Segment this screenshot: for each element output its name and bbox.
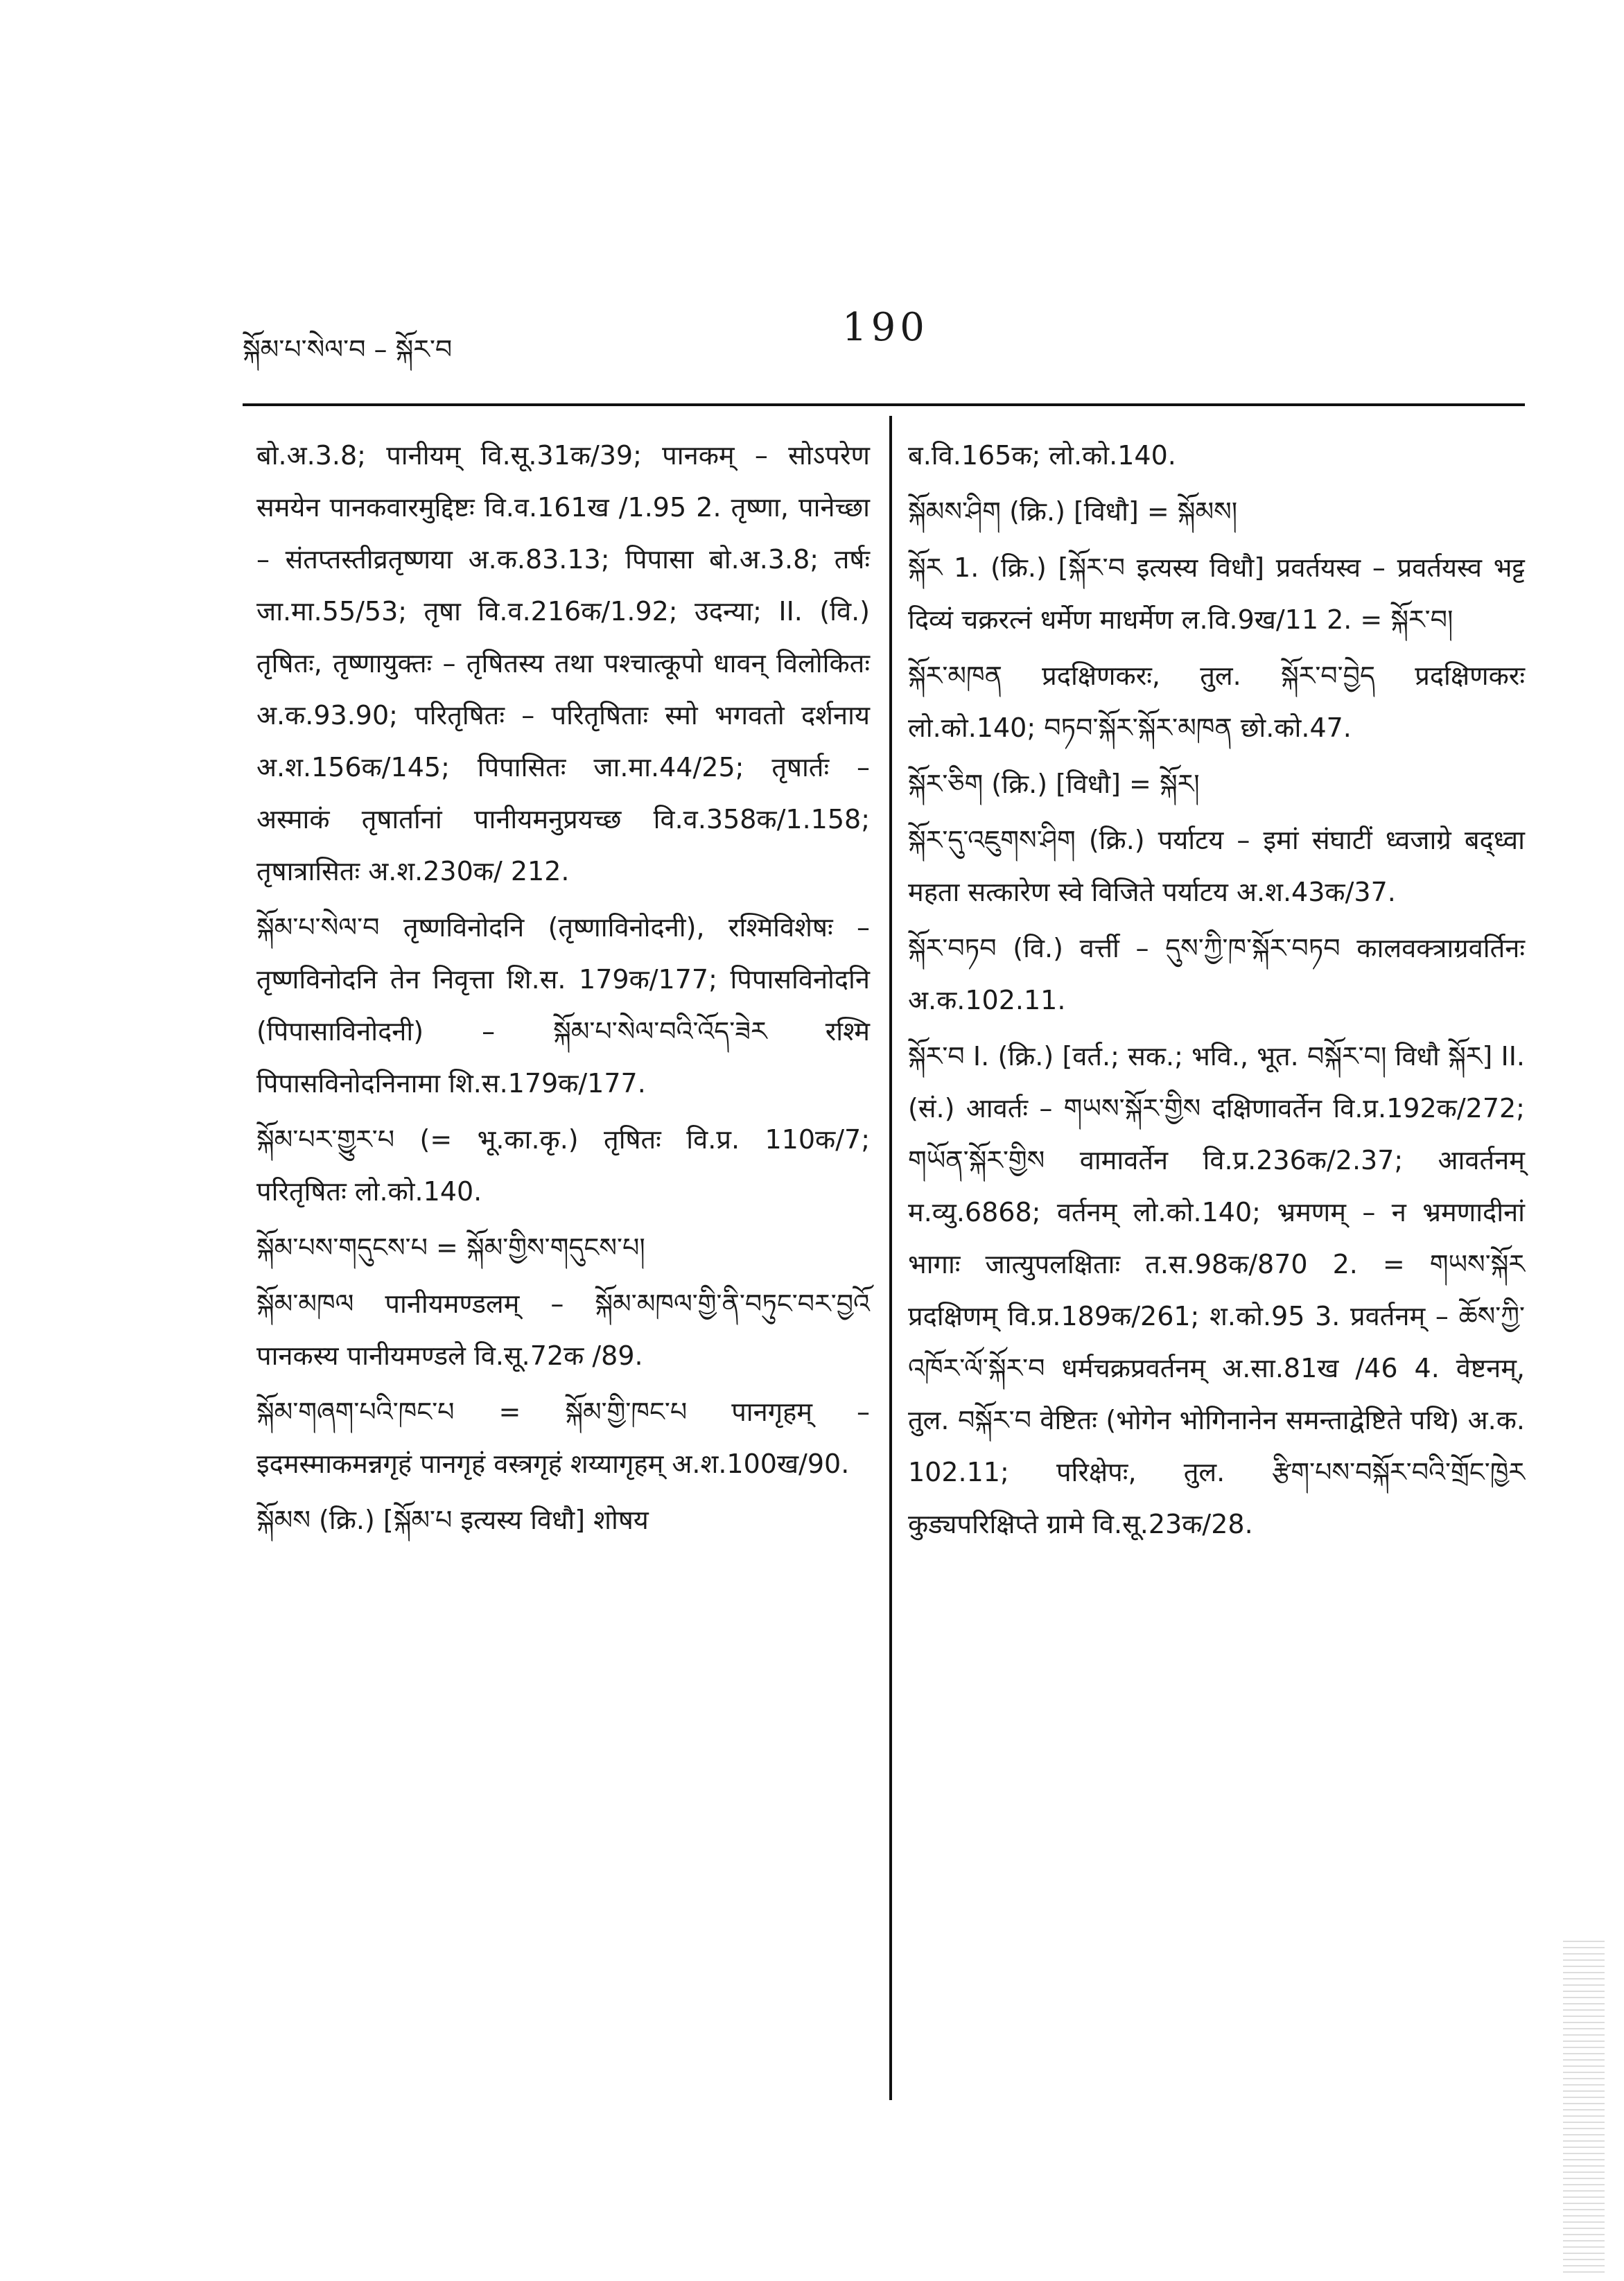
dictionary-entry: སྐོམ་མཁལ पानीयमण्डलम् – སྐོམ་མཁལ་གྱི་ནི་བཏུང་བར་བྱའོ पानकस्य पानीयमण्डले वि.सू.72क /89. xyxy=(256,1288,870,1371)
scan-margin-noise xyxy=(1563,1941,1605,2273)
dictionary-entry: སྐོར་མཁན प्रदक्षिणकरः, तुल. སྐོར་བ་བྱེད प्रदक्षिणकरः लो.को.140; བཏབ་སྐོར་སྐོར་མཁན छो.को.47. xyxy=(908,661,1525,743)
dictionary-entry: སྐོམ་གཞག་པའི་ཁང་པ = སྐོམ་གྱི་ཁང་པ पानगृहम् – इदमस्माकमन्नगृहं पानगृहं वस्त्रगृहं शय्यागृहम् अ.श.100ख/90. xyxy=(256,1397,870,1479)
dictionary-entry: बो.अ.3.8; पानीयम् वि.सू.31क/39; पानकम् – सोऽपरेण समयेन पानकवारमुद्दिष्टः वि.व.161ख /1.95 2. तृष्णा, पानेच्छा – संतप्तस्तीव्रतृष्णया अ.क.83.13; पिपासा बो.अ.3.8; तर्षः जा.मा.55/53; तृषा वि.व.216क/1.92; उदन्या; II. (वि.) तृषितः, तृष्णायुक्तः – तृषितस्य तथा पश्चात्कूपो धावन् विलोकितः अ.क.93.90; परितृषितः – परितृषिताः स्मो भगवतो दर्शनाय अ.श.156क/145; पिपासितः जा.मा.44/25; तृषार्तः – अस्माकं तृषार्तानां पानीयमनुप्रयच्छ वि.व.358क/1.158; तृषात्रासितः अ.श.230क/ 212. xyxy=(256,440,870,886)
dictionary-entry: སྐོམས (क्रि.) [སྐོམ་པ इत्यस्य विधौ] शोषय xyxy=(256,1505,649,1535)
dictionary-entry: སྐོར་བཏབ (वि.) वर्त्ती – དུས་ཀྱི་ཁ་སྐོར་བཏབ कालवक्त्राग्रवर्तिनः अ.क.102.11. xyxy=(908,933,1525,1015)
page-number: 190 xyxy=(842,305,929,350)
dictionary-entry: སྐོར་དུ་འཇུགས་ཤིག (क्रि.) पर्याटय – इमां संघाटीं ध्वजाग्रे बद्ध्वा महता सत्कारेण स्वे विजिते पर्याटय अ.श.43क/37. xyxy=(908,825,1525,907)
column-divider xyxy=(889,416,892,2100)
dictionary-entry: སྐོམས་ཤིག (क्रि.) [विधौ] = སྐོམས། xyxy=(908,496,1238,527)
dictionary-entry: སྐོར 1. (क्रि.) [སྐོར་བ इत्यस्य विधौ] प्रवर्तयस्व – प्रवर्तयस्व भट्ट दिव्यं चक्ररत्नं धर्मेण माधर्मेण ल.वि.9ख/11 2. = སྐོར་བ། xyxy=(908,552,1525,635)
dictionary-entry: སྐོམ་པར་གྱུར་པ (= भू.का.कृ.) तृषितः वि.प्र. 110क/7; परितृषितः लो.को.140. xyxy=(256,1124,870,1207)
header-rule xyxy=(243,403,1525,406)
running-header: སྐོམ་པ་སེལ་བ – སྐོར་བ xyxy=(243,334,453,365)
dictionary-entry: ब.वि.165क; लो.को.140. xyxy=(908,440,1176,471)
dictionary-entry: སྐོམ་པས་གདུངས་པ = སྐོམ་གྱིས་གདུངས་པ། xyxy=(256,1232,645,1263)
left-column xyxy=(256,430,870,1550)
dictionary-entry: སྐོམ་པ་སེལ་བ तृष्णविनोदनि (तृष्णाविनोदनी), रश्मिविशेषः – तृष्णविनोदनि तेन निवृत्ता शि.स. 179क/177; पिपासविनोदनि (पिपासाविनोदनी) – སྐོམ་པ་སེལ་བའི་འོད་ཟེར रश्मि पिपासविनोदनिनामा शि.स.179क/177. xyxy=(256,912,870,1099)
right-column xyxy=(908,430,1525,1555)
dictionary-entry: སྐོར་བ I. (क्रि.) [वर्त.; सक.; भवि., भूत. བསྐོར་བ། विधौ སྐོར] II. (सं.) आवर्तः – གཡས་སྐོར་གྱིས दक्षिणावर्तेन वि.प्र.192क/272; གཡོན་སྐོར་གྱིས वामावर्तेन वि.प्र.236क/2.37; आवर्तनम् म.व्यु.6868; वर्तनम् लो.को.140; भ्रमणम् – न भ्रमणादीनां भागाः जात्युपलक्षिताः त.स.98क/870 2. = གཡས་སྐོར प्रदक्षिणम् वि.प्र.189क/261; श.को.95 3. प्रवर्तनम् – ཆོས་ཀྱི་འཁོར་ལོ་སྐོར་བ धर्मचक्रप्रवर्तनम् अ.सा.81ख /46 4. वेष्टनम्, तुल. བསྐོར་བ वेष्टितः (भोगेन भोगिनानेन समन्ताद्वेष्टिते पथि) अ.क. 102.11; परिक्षेपः, तुल. རྩིག་པས་བསྐོར་བའི་གྲོང་ཁྱེར कुड्यपरिक्षिप्ते ग्रामे वि.सू.23क/28. xyxy=(908,1041,1525,1539)
dictionary-entry: སྐོར་ཅིག (क्रि.) [विधौ] = སྐོར། xyxy=(908,769,1200,799)
